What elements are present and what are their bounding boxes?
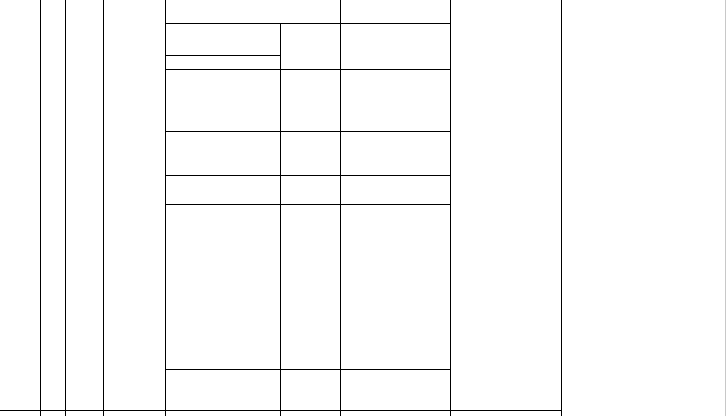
group4-task — [340, 175, 450, 204]
group1-route-a — [165, 23, 280, 55]
group2-unit — [280, 69, 340, 131]
group2-route — [165, 69, 280, 131]
group5-route — [165, 204, 280, 369]
group5-task — [340, 204, 450, 369]
task-header — [340, 8, 450, 23]
stt-cell — [40, 8, 65, 410]
group1-route-b — [165, 55, 280, 69]
group6-route — [165, 369, 280, 410]
date-cell — [65, 8, 103, 410]
group1-task — [340, 23, 450, 69]
group4-unit — [280, 175, 340, 204]
group2-task — [340, 69, 450, 131]
group3-task — [340, 131, 450, 175]
group4-route — [165, 175, 280, 204]
group5-unit — [280, 204, 340, 369]
group3-unit — [280, 131, 340, 175]
group6-unit — [280, 369, 340, 410]
group6-task — [340, 369, 450, 410]
route-header — [165, 8, 340, 23]
group1-unit — [280, 23, 340, 69]
shift-cell — [103, 8, 165, 410]
group3-route — [165, 131, 280, 175]
